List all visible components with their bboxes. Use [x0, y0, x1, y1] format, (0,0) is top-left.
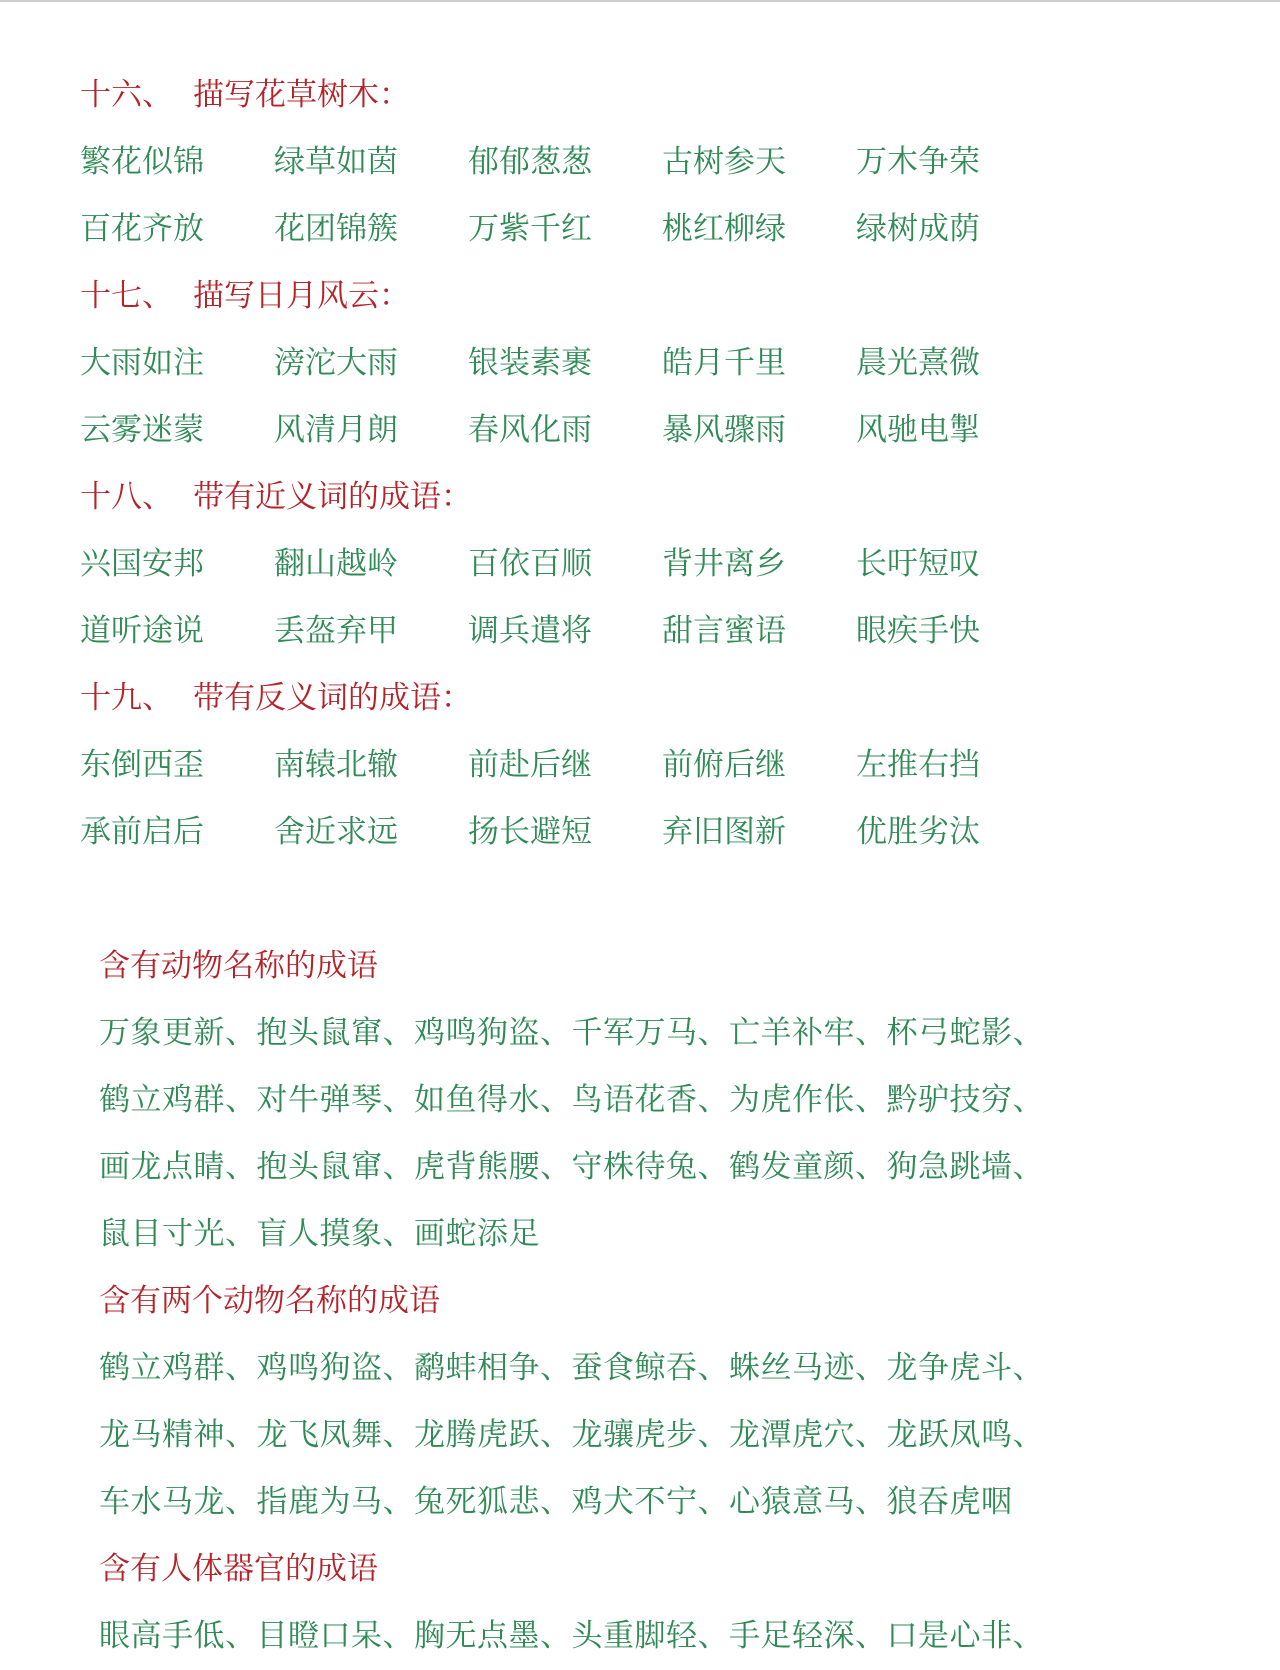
idiom-line: 鼠目寸光、盲人摸象、画蛇添足 — [99, 1216, 540, 1252]
idiom: 云雾迷蒙 — [80, 412, 204, 448]
idiom-line: 眼高手低、目瞪口呆、胸无点墨、头重脚轻、手足轻深、口是心非、 — [99, 1618, 1044, 1654]
idiom: 南辕北辙 — [274, 747, 398, 783]
section-heading — [80, 263, 1050, 330]
idiom: 承前启后 — [80, 814, 204, 850]
idiom-line: 龙马精神、龙飞凤舞、龙腾虎跃、龙骧虎步、龙潭虎穴、龙跃凤鸣、 — [99, 1417, 1044, 1453]
idiom: 东倒西歪 — [80, 747, 204, 783]
top-divider — [0, 0, 1280, 2]
idiom: 滂沱大雨 — [274, 345, 398, 381]
idiom: 弃旧图新 — [662, 814, 786, 850]
idiom: 甜言蜜语 — [662, 613, 786, 649]
idiom-row — [80, 531, 1050, 598]
section-heading — [80, 62, 1050, 129]
idiom-row — [80, 598, 1050, 665]
section-heading — [80, 464, 1050, 531]
idiom-row — [80, 129, 1050, 196]
idiom-row — [80, 732, 1050, 799]
themed-groups — [99, 933, 1044, 1670]
idiom: 眼疾手快 — [856, 613, 980, 649]
idiom: 背井离乡 — [662, 546, 786, 582]
group-title: 含有人体器官的成语 — [99, 1551, 378, 1587]
idiom: 花团锦簇 — [274, 211, 398, 247]
idiom: 百花齐放 — [80, 211, 204, 247]
idiom: 风驰电掣 — [856, 412, 980, 448]
idiom-line: 鹤立鸡群、对牛弹琴、如鱼得水、鸟语花香、为虎作伥、黔驴技穷、 — [99, 1082, 1044, 1118]
section-number: 十八、 — [80, 479, 173, 515]
idiom: 晨光熹微 — [856, 345, 980, 381]
idiom: 皓月千里 — [662, 345, 786, 381]
idiom-row — [80, 330, 1050, 397]
idiom: 万紫千红 — [468, 211, 592, 247]
idiom: 桃红柳绿 — [662, 211, 786, 247]
section-title: 带有反义词的成语： — [193, 680, 472, 716]
idiom: 优胜劣汰 — [856, 814, 980, 850]
idiom: 道听途说 — [80, 613, 204, 649]
section-title: 带有近义词的成语： — [193, 479, 472, 515]
idiom-row — [80, 397, 1050, 464]
section-number: 十七、 — [80, 278, 173, 314]
idiom: 大雨如注 — [80, 345, 204, 381]
idiom: 丢盔弃甲 — [274, 613, 398, 649]
idiom: 风清月朗 — [274, 412, 398, 448]
idiom: 调兵遣将 — [468, 613, 592, 649]
section-title: 描写日月风云： — [193, 278, 410, 314]
idiom: 前俯后继 — [662, 747, 786, 783]
idiom: 扬长避短 — [468, 814, 592, 850]
idiom: 绿草如茵 — [274, 144, 398, 180]
idiom: 绿树成荫 — [856, 211, 980, 247]
group-title: 含有动物名称的成语 — [99, 948, 378, 984]
idiom: 万木争荣 — [856, 144, 980, 180]
group-title: 含有两个动物名称的成语 — [99, 1283, 440, 1319]
idiom: 翻山越岭 — [274, 546, 398, 582]
idiom: 左推右挡 — [856, 747, 980, 783]
section-heading — [80, 665, 1050, 732]
numbered-sections — [80, 62, 1050, 866]
idiom-row — [80, 799, 1050, 866]
section-title: 描写花草树木： — [193, 77, 410, 113]
idiom: 银装素裹 — [468, 345, 592, 381]
idiom-line: 万象更新、抱头鼠窜、鸡鸣狗盗、千军万马、亡羊补牢、杯弓蛇影、 — [99, 1015, 1044, 1051]
idiom: 前赴后继 — [468, 747, 592, 783]
idiom: 繁花似锦 — [80, 144, 204, 180]
idiom: 春风化雨 — [468, 412, 592, 448]
section-number: 十九、 — [80, 680, 173, 716]
idiom-row — [80, 196, 1050, 263]
idiom-line: 车水马龙、指鹿为马、兔死狐悲、鸡犬不宁、心猿意马、狼吞虎咽 — [99, 1484, 1013, 1520]
idiom: 古树参天 — [662, 144, 786, 180]
idiom: 郁郁葱葱 — [468, 144, 592, 180]
idiom: 兴国安邦 — [80, 546, 204, 582]
idiom: 百依百顺 — [468, 546, 592, 582]
idiom: 暴风骤雨 — [662, 412, 786, 448]
idiom: 舍近求远 — [274, 814, 398, 850]
idiom: 长吁短叹 — [856, 546, 980, 582]
idiom-line: 画龙点睛、抱头鼠窜、虎背熊腰、守株待兔、鹤发童颜、狗急跳墙、 — [99, 1149, 1044, 1185]
section-number: 十六、 — [80, 77, 173, 113]
idiom-line: 鹤立鸡群、鸡鸣狗盗、鹬蚌相争、蚕食鲸吞、蛛丝马迹、龙争虎斗、 — [99, 1350, 1044, 1386]
